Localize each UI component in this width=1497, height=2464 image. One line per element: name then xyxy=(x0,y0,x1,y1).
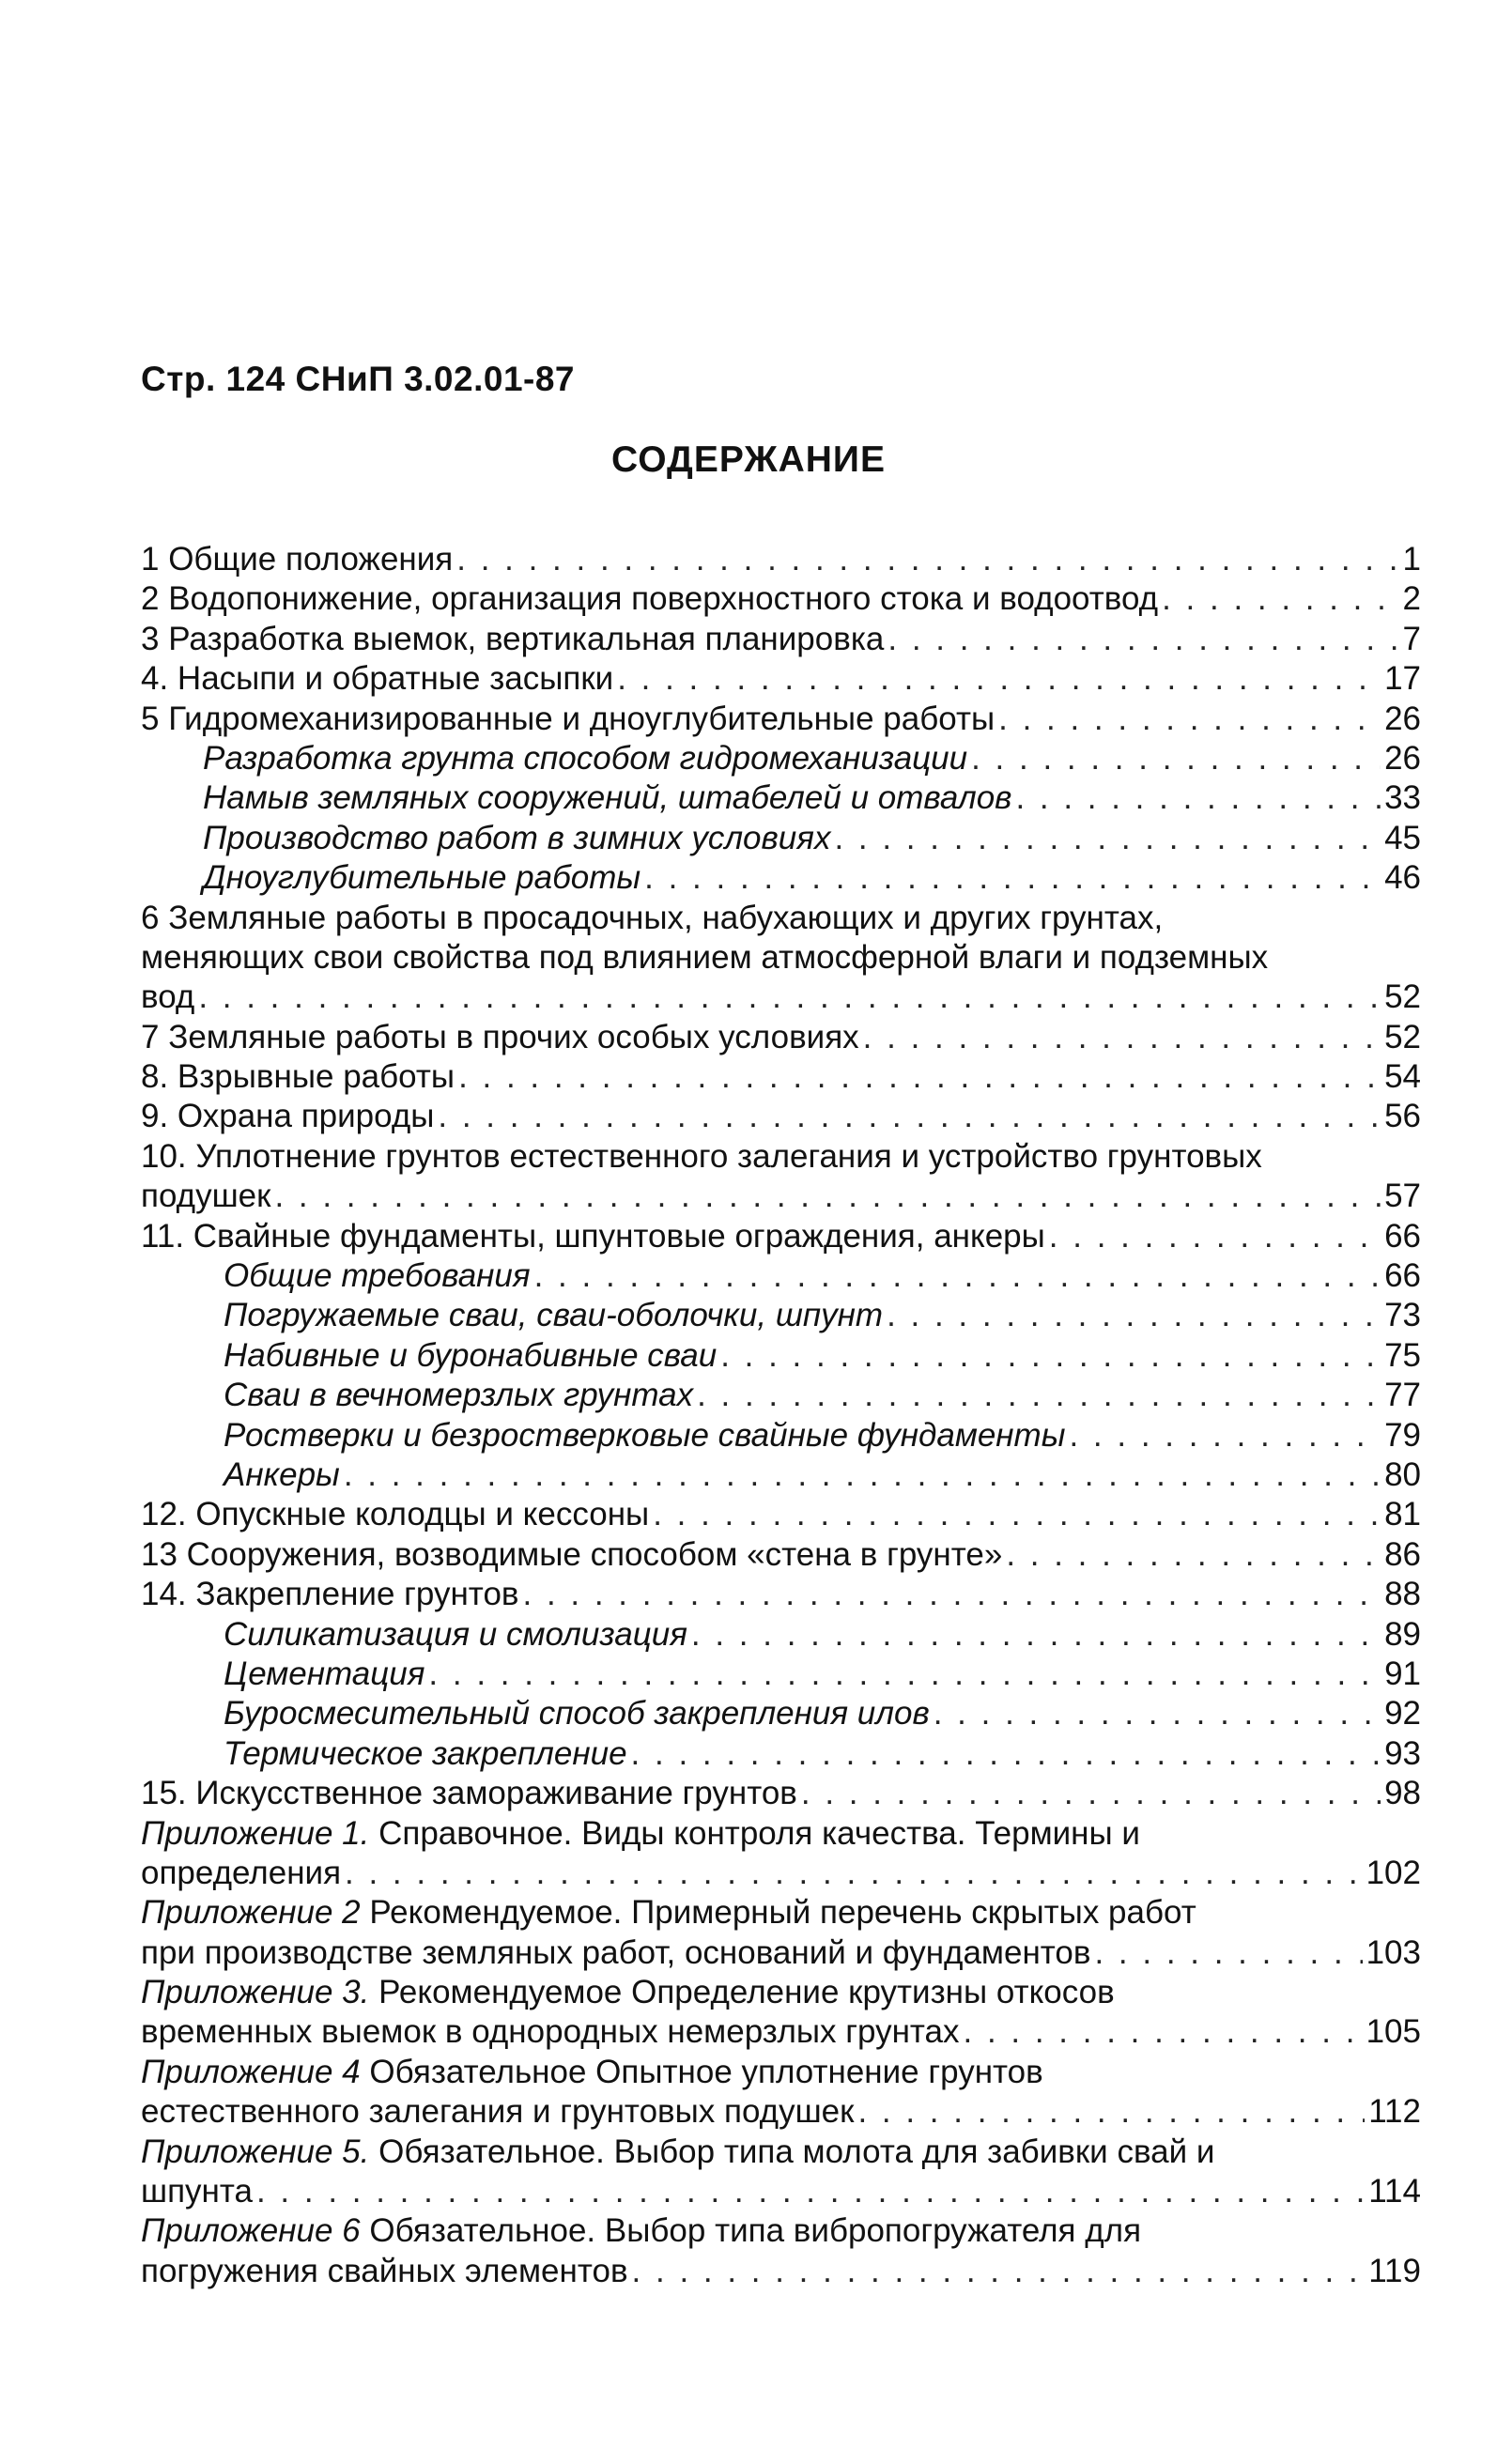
dot-leader xyxy=(971,739,1381,778)
toc-subentry-label: Намыв земляных сооружений, штабелей и отвалов xyxy=(203,779,1012,817)
dot-leader xyxy=(523,1575,1381,1614)
toc-entry xyxy=(141,978,1421,1017)
dot-leader xyxy=(617,659,1381,699)
toc-page-number: 79 xyxy=(1384,1416,1421,1454)
toc-page-number: 77 xyxy=(1384,1377,1421,1414)
dot-leader xyxy=(887,1296,1381,1335)
dot-leader xyxy=(863,1018,1381,1057)
appendix-label: Приложение 2 xyxy=(141,1894,361,1932)
dot-leader xyxy=(631,1734,1381,1774)
toc-page-number: 91 xyxy=(1384,1655,1421,1692)
dot-leader xyxy=(653,1495,1381,1534)
toc-entry-label: 13 Сооружения, возводимые способом «стена в грунте» xyxy=(141,1535,1003,1573)
toc-subentry-label: Разработка грунта способом гидромеханизации xyxy=(203,739,968,777)
toc-page-number: 80 xyxy=(1384,1455,1421,1493)
dot-leader xyxy=(1015,778,1381,818)
dot-leader xyxy=(344,1455,1381,1495)
appendix-entry xyxy=(141,2252,1421,2291)
toc-page-number: 105 xyxy=(1366,2013,1421,2051)
toc-page-number: 73 xyxy=(1384,1297,1421,1334)
dot-leader xyxy=(1049,1217,1381,1256)
appendix-entry xyxy=(141,2172,1421,2211)
appendix-title-end: определения xyxy=(141,1854,342,1891)
toc-subentry xyxy=(141,778,1421,818)
toc-entry-label: 5 Гидромеханизированные и дноуглубительные работы xyxy=(141,700,995,737)
appendix-title-part: Обязательное. Выбор типа вибропогружателя для xyxy=(360,2212,1142,2250)
toc-page-number: 52 xyxy=(1384,1018,1421,1055)
appendix-entry xyxy=(141,2092,1421,2132)
toc-page-number: 112 xyxy=(1368,2093,1421,2131)
page-title: СОДЕРЖАНИЕ xyxy=(611,439,886,480)
toc-subentry-label: Набивные и буронабивные сваи xyxy=(224,1336,718,1374)
toc-subentry xyxy=(141,1416,1421,1455)
appendix-first-line xyxy=(141,1973,1421,2012)
toc-subentry xyxy=(141,739,1421,778)
toc-subentry-label: Общие требования xyxy=(224,1257,531,1295)
appendix-first-line xyxy=(141,2053,1421,2092)
appendix-first-line xyxy=(141,1893,1421,1933)
toc-entry-label: подушек xyxy=(141,1178,271,1215)
toc-subentry xyxy=(141,819,1421,858)
toc-page-number: 66 xyxy=(1384,1257,1421,1295)
toc-page-number: 114 xyxy=(1368,2173,1421,2210)
toc-page-number: 7 xyxy=(1402,620,1421,657)
appendix-first-line xyxy=(141,2211,1421,2251)
toc-entry xyxy=(141,540,1421,579)
toc-entry-label: 9. Охрана природы xyxy=(141,1098,435,1135)
toc-subentry xyxy=(141,1455,1421,1495)
toc-entry-label: 8. Взрывные работы xyxy=(141,1058,455,1096)
dot-leader xyxy=(697,1376,1381,1415)
appendix-first-line xyxy=(141,2133,1421,2172)
toc-page-number: 66 xyxy=(1384,1217,1421,1255)
dot-leader xyxy=(1094,1933,1362,1973)
toc-page-number: 93 xyxy=(1384,1734,1421,1772)
dot-leader xyxy=(428,1655,1381,1694)
toc-subentry-label: Погружаемые сваи, сваи-оболочки, шпунт xyxy=(224,1297,884,1334)
toc-page-number: 88 xyxy=(1384,1576,1421,1613)
toc-entry xyxy=(141,1535,1421,1575)
appendix-title-part: Справочное. Виды контроля качества. Термины и xyxy=(369,1814,1140,1852)
appendix-entry xyxy=(141,1933,1421,1973)
toc-page-number: 75 xyxy=(1384,1336,1421,1374)
toc-entry-label: 11. Свайные фундаменты, шпунтовые ограждения, анкеры xyxy=(141,1217,1045,1255)
toc-subentry xyxy=(141,1655,1421,1694)
appendix-title-end: естественного залегания и грунтовых подушек xyxy=(141,2093,855,2131)
dot-leader xyxy=(1069,1416,1381,1455)
toc-subentry xyxy=(141,858,1421,898)
toc-page-number: 46 xyxy=(1384,859,1421,897)
toc-page-number: 26 xyxy=(1384,739,1421,777)
toc-subentry-label: Ростверки и безростверковые свайные фундаменты xyxy=(224,1416,1066,1454)
dot-leader xyxy=(691,1615,1381,1655)
toc-subentry-label: Цементация xyxy=(224,1655,425,1692)
toc-subentry-label: Дноуглубительные работы xyxy=(203,859,641,897)
dot-leader xyxy=(198,978,1381,1017)
toc-entry-label: 14. Закрепление грунтов xyxy=(141,1576,519,1613)
dot-leader xyxy=(801,1774,1381,1813)
dot-leader xyxy=(256,2172,1365,2211)
dot-leader xyxy=(1006,1535,1381,1575)
toc-page-number: 52 xyxy=(1384,978,1421,1016)
appendix-label: Приложение 6 xyxy=(141,2212,361,2250)
table-of-contents xyxy=(141,540,1421,2291)
appendix-label: Приложение 1. xyxy=(141,1814,370,1852)
appendix-title-end: при производстве земляных работ, оснований и фундаментов xyxy=(141,1933,1091,1971)
dot-leader xyxy=(644,858,1381,898)
toc-entry-label: 3 Разработка выемок, вертикальная планировка xyxy=(141,620,885,657)
toc-subentry-label: Силикатизация и смолизация xyxy=(224,1615,687,1653)
toc-page-number: 45 xyxy=(1384,819,1421,856)
toc-page-number: 81 xyxy=(1384,1496,1421,1533)
dot-leader xyxy=(438,1097,1381,1136)
toc-entry xyxy=(141,1217,1421,1256)
appendix-entry xyxy=(141,1854,1421,1893)
toc-subentry xyxy=(141,1296,1421,1335)
dot-leader xyxy=(274,1177,1381,1216)
toc-page-number: 56 xyxy=(1384,1098,1421,1135)
toc-page-number: 2 xyxy=(1402,580,1421,618)
appendix-title-end: шпунта xyxy=(141,2173,253,2210)
toc-entry xyxy=(141,1575,1421,1614)
toc-page-number: 86 xyxy=(1384,1535,1421,1573)
toc-page-number: 119 xyxy=(1368,2252,1421,2289)
dot-leader xyxy=(857,2092,1365,2132)
appendix-title-end: погружения свайных элементов xyxy=(141,2252,628,2289)
toc-entry-label: 15. Искусственное замораживание грунтов xyxy=(141,1775,797,1812)
dot-leader xyxy=(534,1256,1381,1296)
toc-page-number: 89 xyxy=(1384,1615,1421,1653)
toc-entry-label: 2 Водопонижение, организация поверхностного стока и водоотвод xyxy=(141,580,1159,618)
toc-page-number: 57 xyxy=(1384,1178,1421,1215)
toc-entry xyxy=(141,1097,1421,1136)
toc-entry xyxy=(141,620,1421,659)
dot-leader xyxy=(964,2012,1363,2052)
toc-entry xyxy=(141,659,1421,699)
dot-leader xyxy=(720,1336,1381,1376)
toc-entry xyxy=(141,1057,1421,1097)
page-header: Стр. 124 СНиП 3.02.01-87 xyxy=(141,360,575,398)
toc-page-number: 54 xyxy=(1384,1058,1421,1096)
toc-subentry-label: Производство работ в зимних условиях xyxy=(203,819,831,856)
dot-leader xyxy=(834,819,1381,858)
dot-leader xyxy=(632,2252,1366,2291)
dot-leader xyxy=(934,1694,1381,1733)
appendix-title-part: Обязательное Опытное уплотнение грунтов xyxy=(360,2053,1043,2090)
toc-entry-continued-line: 6 Земляные работы в просадочных, набухающих и других грунтах, xyxy=(141,899,1164,936)
toc-entry-continued-line: меняющих свои свойства под влиянием атмосферной влаги и подземных xyxy=(141,938,1269,976)
toc-subentry xyxy=(141,1256,1421,1296)
toc-page-number: 92 xyxy=(1384,1695,1421,1732)
appendix-label: Приложение 3. xyxy=(141,1974,370,2011)
toc-entry xyxy=(141,1177,1421,1216)
toc-page-number: 33 xyxy=(1384,779,1421,817)
toc-page-number: 102 xyxy=(1366,1854,1421,1891)
toc-page-number: 103 xyxy=(1366,1933,1421,1971)
toc-entry xyxy=(141,1495,1421,1534)
dot-leader xyxy=(998,700,1381,739)
toc-page-number: 98 xyxy=(1384,1775,1421,1812)
dot-leader xyxy=(458,1057,1381,1097)
toc-subentry xyxy=(141,1694,1421,1733)
appendix-entry xyxy=(141,2012,1421,2052)
appendix-first-line xyxy=(141,1814,1421,1854)
dot-leader xyxy=(456,540,1398,579)
appendix-title-end: временных выемок в однородных немерзлых грунтах xyxy=(141,2013,960,2051)
appendix-label: Приложение 5. xyxy=(141,2133,370,2170)
toc-entry-label: 1 Общие положения xyxy=(141,541,454,578)
toc-entry xyxy=(141,700,1421,739)
toc-entry xyxy=(141,579,1421,619)
appendix-title-part: Рекомендуемое Определение крутизны откосов xyxy=(369,1974,1115,2011)
toc-page-number: 26 xyxy=(1384,700,1421,737)
toc-entry-label: 7 Земляные работы в прочих особых условиях xyxy=(141,1018,859,1055)
toc-subentry-label: Сваи в вечномерзлых грунтах xyxy=(224,1377,694,1414)
toc-subentry-label: Анкеры xyxy=(224,1455,340,1493)
toc-entry-label: 4. Насыпи и обратные засыпки xyxy=(141,660,614,698)
toc-page-number: 17 xyxy=(1384,660,1421,698)
appendix-label: Приложение 4 xyxy=(141,2053,361,2090)
toc-entry-continued-line: 10. Уплотнение грунтов естественного залегания и устройство грунтовых xyxy=(141,1137,1262,1175)
toc-entry-label: 12. Опускные колодцы и кессоны xyxy=(141,1496,650,1533)
dot-leader xyxy=(887,620,1398,659)
toc-subentry-label: Буросмесительный способ закрепления илов xyxy=(224,1695,930,1732)
dot-leader xyxy=(345,1854,1363,1893)
toc-page-number: 1 xyxy=(1402,541,1421,578)
appendix-title-part: Рекомендуемое. Примерный перечень скрытых работ xyxy=(360,1894,1196,1932)
toc-subentry xyxy=(141,1734,1421,1774)
toc-subentry xyxy=(141,1336,1421,1376)
toc-subentry xyxy=(141,1615,1421,1655)
dot-leader xyxy=(1162,579,1398,619)
toc-subentry-label: Термическое закрепление xyxy=(224,1734,627,1772)
toc-entry-label: вод xyxy=(141,978,195,1016)
toc-subentry xyxy=(141,1376,1421,1415)
toc-entry xyxy=(141,1774,1421,1813)
appendix-title-part: Обязательное. Выбор типа молота для забивки свай и xyxy=(369,2133,1215,2170)
toc-entry xyxy=(141,1018,1421,1057)
